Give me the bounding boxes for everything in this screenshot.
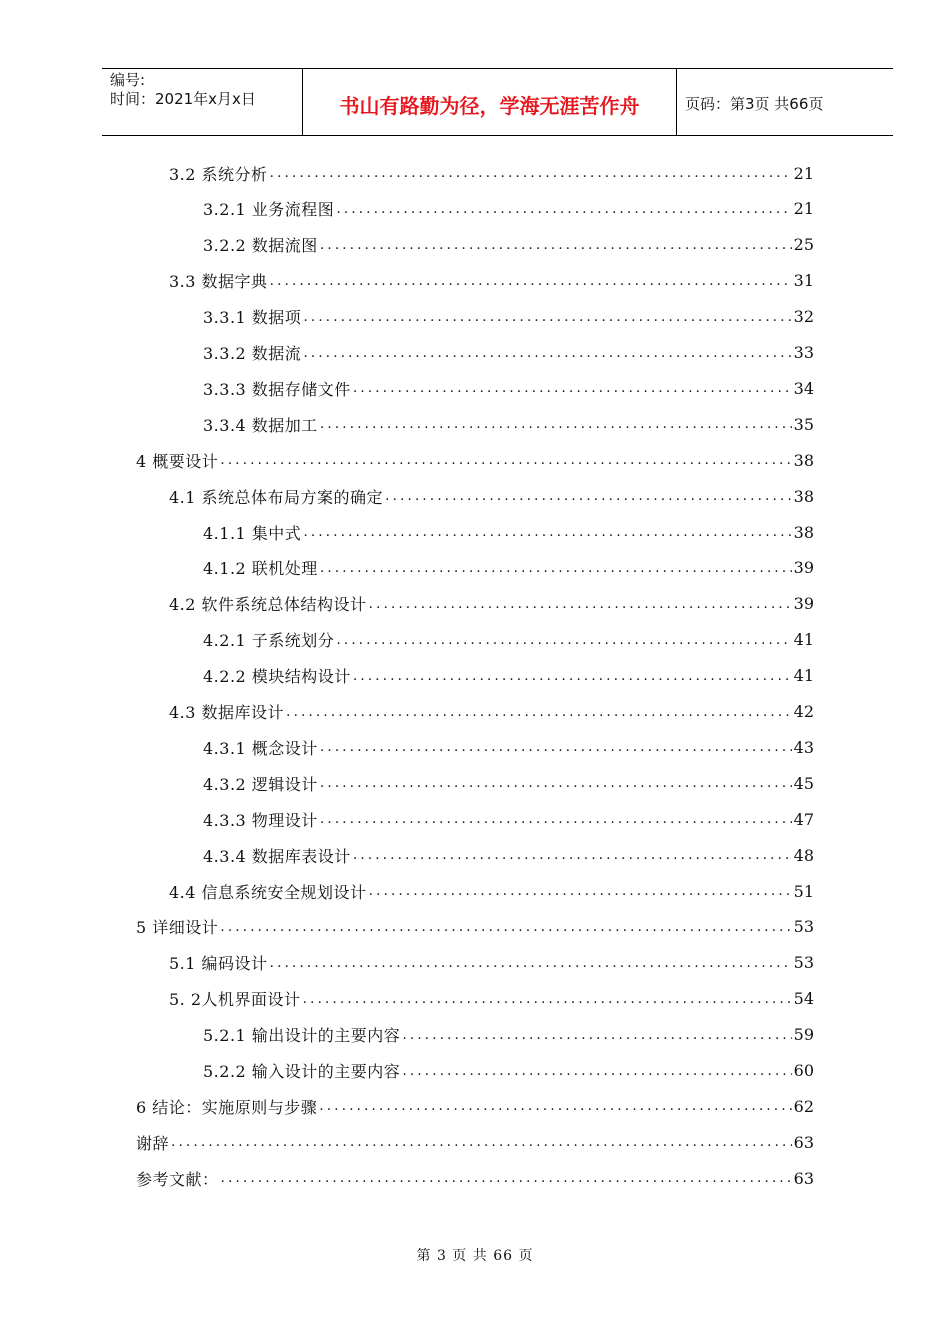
toc-leader-dots [369, 596, 792, 612]
toc-entry-title: 4.3.3 物理设计 [203, 810, 318, 830]
toc-entry-title: 3.2.1 业务流程图 [203, 200, 335, 220]
toc-leader-dots [270, 273, 792, 289]
toc-leader-dots [385, 488, 792, 504]
toc-entry[interactable] [203, 658, 814, 694]
toc-entry[interactable] [203, 837, 814, 873]
toc-entry-page: 48 [793, 845, 814, 865]
header-meta [102, 69, 303, 135]
toc-entry-title: 3.3.3 数据存储文件 [203, 379, 351, 399]
toc-leader-dots [402, 1063, 791, 1079]
toc-entry-page: 60 [793, 1061, 814, 1080]
toc-entry-title: 4.3.4 数据库表设计 [203, 846, 351, 866]
toc-entry-page: 54 [793, 989, 814, 1009]
toc-leader-dots [353, 668, 792, 684]
toc-entry[interactable] [203, 406, 814, 442]
toc-entry-title: 5.2.2 输入设计的主要内容 [203, 1062, 401, 1081]
toc-entry-title: 5.1 编码设计 [169, 954, 268, 974]
toc-leader-dots [270, 955, 792, 971]
header-motto: 书山有路勤为径，学海无涯苦作舟 [303, 69, 677, 135]
toc-entry-page: 53 [793, 953, 814, 973]
toc-entry-title: 4.2.2 模块结构设计 [203, 667, 351, 687]
toc-leader-dots [320, 775, 792, 791]
toc-entry-title: 4.2.1 子系统划分 [203, 631, 335, 651]
toc-entry[interactable] [203, 765, 814, 801]
toc-entry[interactable] [203, 801, 814, 837]
toc-entry[interactable] [136, 442, 814, 478]
toc-entry-page: 59 [793, 1025, 814, 1045]
toc-leader-dots [319, 1098, 791, 1114]
toc-entry-title: 4.1.2 联机处理 [203, 559, 318, 579]
toc-entry[interactable] [203, 191, 814, 227]
toc-entry-page: 47 [793, 809, 814, 829]
toc-entry-title: 3.3 数据字典 [169, 272, 268, 292]
toc-entry[interactable] [203, 227, 814, 263]
toc-entry-page: 39 [793, 558, 814, 578]
toc-entry-page: 53 [793, 917, 814, 937]
toc-leader-dots [336, 632, 791, 648]
toc-entry[interactable] [169, 155, 814, 191]
toc-entry-page: 35 [793, 414, 814, 434]
document-number-label: 编号: [110, 71, 146, 89]
toc-entry-page: 38 [793, 450, 814, 470]
toc-entry-page: 34 [793, 378, 814, 398]
toc-entry[interactable] [136, 1160, 814, 1196]
toc-entry-page: 41 [793, 666, 814, 686]
toc-leader-dots [320, 811, 792, 827]
toc-entry-page: 63 [793, 1168, 814, 1188]
toc-entry[interactable] [203, 1053, 814, 1089]
toc-entry[interactable] [136, 909, 814, 945]
toc-leader-dots [286, 704, 792, 720]
toc-entry[interactable] [203, 729, 814, 765]
toc-leader-dots [171, 1134, 792, 1150]
page-header [102, 68, 893, 136]
toc-entry-page: 38 [793, 486, 814, 506]
toc-leader-dots [221, 1170, 792, 1186]
toc-entry-page: 51 [793, 881, 814, 901]
toc-entry-title: 4.4 信息系统安全规划设计 [169, 882, 367, 902]
toc-entry[interactable] [203, 370, 814, 406]
toc-entry-title: 4 概要设计 [136, 451, 219, 471]
toc-entry[interactable] [169, 478, 814, 514]
toc-entry-page: 41 [793, 630, 814, 650]
toc-leader-dots [303, 345, 791, 361]
toc-entry-title: 3.2.2 数据流图 [203, 236, 318, 256]
toc-entry[interactable] [136, 1124, 814, 1160]
toc-entry-page: 25 [793, 235, 814, 255]
toc-leader-dots [303, 309, 791, 325]
toc-entry-title: 3.3.4 数据加工 [203, 415, 318, 435]
toc-entry[interactable] [169, 981, 814, 1017]
toc-entry-page: 62 [793, 1096, 814, 1116]
toc-leader-dots [220, 919, 791, 935]
toc-entry[interactable] [203, 550, 814, 586]
toc-entry[interactable] [169, 694, 814, 730]
toc-entry[interactable] [169, 945, 814, 981]
toc-entry[interactable] [203, 1017, 814, 1053]
toc-leader-dots [320, 416, 792, 432]
toc-entry-page: 39 [793, 594, 814, 614]
toc-entry-page: 42 [793, 702, 814, 721]
toc-leader-dots [402, 1027, 791, 1043]
toc-entry-page: 21 [793, 163, 814, 183]
toc-entry-title: 5. 2人机界面设计 [169, 990, 301, 1010]
toc-leader-dots [320, 560, 792, 576]
toc-entry-title: 4.3 数据库设计 [169, 703, 285, 722]
toc-entry-page: 33 [793, 343, 814, 362]
toc-leader-dots [220, 452, 791, 468]
toc-entry-page: 43 [793, 737, 814, 757]
toc-entry-title: 5 详细设计 [136, 918, 219, 938]
toc-entry-title: 谢辞 [136, 1133, 170, 1153]
toc-entry[interactable] [203, 514, 814, 550]
toc-entry-title: 4.2 软件系统总体结构设计 [169, 595, 367, 615]
toc-entry-title: 5.2.1 输出设计的主要内容 [203, 1026, 401, 1046]
toc-entry-title: 6 结论：实施原则与步骤 [136, 1097, 318, 1117]
toc-leader-dots [336, 201, 791, 217]
page-footer: 第 3 页 共 66 页 [416, 1248, 534, 1264]
toc-entry-page: 63 [793, 1132, 814, 1152]
document-date: 时间：2021年x月x日 [110, 90, 256, 108]
toc-leader-dots [353, 847, 792, 863]
toc-entry-page: 32 [793, 307, 814, 327]
toc-leader-dots [320, 739, 792, 755]
toc-entry-title: 参考文献： [136, 1169, 219, 1189]
toc-entry-page: 45 [793, 773, 814, 793]
toc-entry[interactable] [203, 299, 814, 335]
toc-entry-page: 31 [793, 271, 814, 291]
toc-entry-title: 3.2 系统分析 [169, 164, 268, 184]
toc-leader-dots [353, 380, 792, 396]
toc-entry[interactable] [169, 586, 814, 622]
header-page-info: 页码：第3页 共66页 [685, 94, 824, 113]
toc-entry[interactable] [203, 335, 814, 371]
toc-entry-page: 38 [793, 522, 814, 542]
toc-entry[interactable] [169, 873, 814, 909]
toc-entry[interactable] [169, 263, 814, 299]
toc-entry-title: 4.1 系统总体布局方案的确定 [169, 487, 384, 507]
toc-entry-title: 4.1.1 集中式 [203, 523, 302, 543]
toc-entry[interactable] [136, 1088, 814, 1124]
toc-entry-page: 21 [793, 199, 814, 219]
toc-entry-title: 3.3.1 数据项 [203, 308, 302, 328]
toc-leader-dots [369, 883, 792, 899]
toc-entry-title: 3.3.2 数据流 [203, 344, 302, 363]
toc-leader-dots [270, 165, 792, 181]
toc-entry-title: 4.3.1 概念设计 [203, 738, 318, 758]
toc-entry-title: 4.3.2 逻辑设计 [203, 774, 318, 794]
toc-entry[interactable] [203, 622, 814, 658]
toc-leader-dots [320, 237, 792, 253]
toc-leader-dots [303, 991, 792, 1007]
toc-leader-dots [303, 524, 791, 540]
